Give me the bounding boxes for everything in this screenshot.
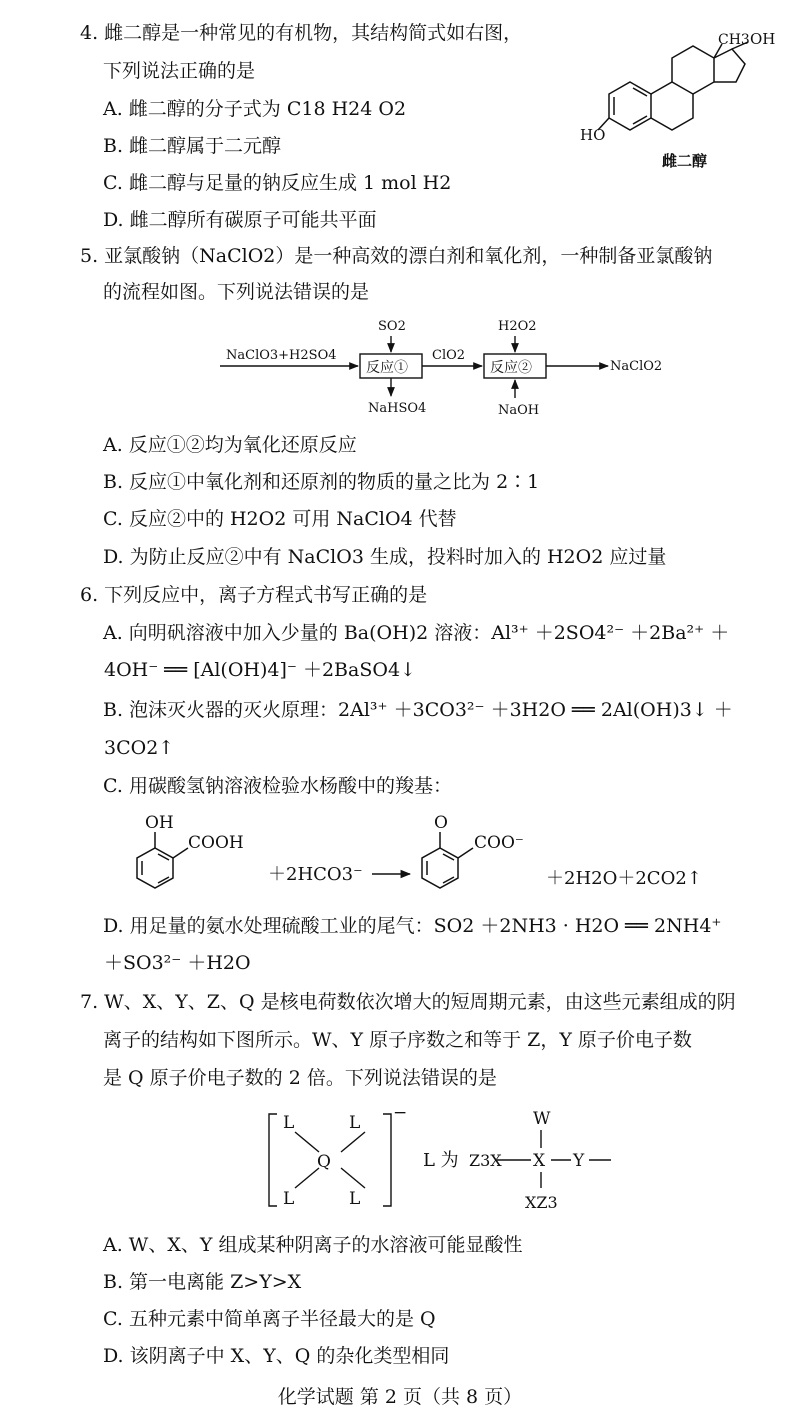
product-coo: COO⁻ [474, 833, 524, 853]
q6-stem: 6. 下列反应中，离子方程式书写正确的是 [80, 584, 428, 606]
oh-label: OH [750, 30, 776, 48]
ligand-l-bottom-left: L [283, 1189, 295, 1209]
flow-naoh: NaOH [498, 403, 540, 418]
naclo2-flow-diagram [210, 312, 690, 422]
ligand-l-bottom-right: L [349, 1189, 361, 1209]
z3x-group: Z3X [469, 1151, 502, 1170]
q7-option-a: A. W、X、Y 组成某种阴离子的水溶液可能显酸性 [103, 1234, 523, 1256]
q7-stem-line3: 是 Q 原子价电子数的 2 倍。下列说法错误的是 [103, 1067, 497, 1089]
q7-stem-line2: 离子的结构如下图所示。W、Y 原子序数之和等于 Z，Y 原子价电子数 [103, 1029, 692, 1051]
q4-stem-line1: 4. 雌二醇是一种常见的有机物，其结构简式如右图， [80, 22, 523, 44]
anion-charge: − [393, 1103, 408, 1123]
flow-nahso4: NaHSO4 [368, 401, 427, 416]
salicylic-acid-equation [110, 808, 730, 908]
flow-h2o2: H2O2 [498, 319, 537, 334]
xz3-group: XZ3 [525, 1193, 558, 1212]
hco3-term: ＋2HCO3⁻ [268, 864, 363, 885]
x-atom: X [533, 1151, 546, 1171]
q4-option-b: B. 雌二醇属于二元醇 [103, 135, 282, 157]
q4-stem-line2: 下列说法正确的是 [103, 60, 256, 82]
q6-option-c: C. 用碳酸氢钠溶液检验水杨酸中的羧基： [103, 775, 452, 797]
q7-option-b: B. 第一电离能 Z>Y>X [103, 1271, 302, 1293]
q6-option-a-line2: 4OH⁻ ══ [Al(OH)4]⁻ ＋2BaSO4↓ [104, 659, 416, 681]
flow-clo2: ClO2 [432, 348, 466, 363]
ho-label: HO [580, 126, 606, 144]
page-footer: 化学试题 第 2 页（共 8 页） [277, 1386, 523, 1408]
q6-option-b-line2: 3CO2↑ [104, 737, 175, 759]
flow-reaction2: 反应② [490, 360, 532, 376]
estradiol-caption: 雌二醇 [662, 152, 708, 170]
w-atom: W [533, 1109, 551, 1129]
q5-option-c: C. 反应②中的 H2O2 可用 NaClO4 代替 [103, 508, 457, 530]
reactant-cooh: COOH [188, 833, 244, 853]
q5-stem-line1: 5. 亚氯酸钠（NaClO2）是一种高效的漂白剂和氧化剂，一种制备亚氯酸钠 [80, 245, 713, 267]
q4-option-c: C. 雌二醇与足量的钠反应生成 1 mol H2 [103, 172, 452, 194]
q6-option-d-line2: ＋SO3²⁻ ＋H2O [104, 952, 251, 974]
ligand-l-top-right: L [349, 1113, 361, 1133]
q6-option-b-line1: B. 泡沫灭火器的灭火原理：2Al³⁺ ＋3CO3²⁻ ＋3H2O ══ 2Al(OH)3↓ ＋ [103, 699, 733, 721]
q7-option-d: D. 该阴离子中 X、Y、Q 的杂化类型相同 [103, 1345, 450, 1367]
q4-option-d: D. 雌二醇所有碳原子可能共平面 [103, 209, 377, 231]
q5-option-a: A. 反应①②均为氧化还原反应 [103, 434, 357, 456]
ch3-label: CH3 [718, 32, 750, 48]
flow-output: NaClO2 [610, 359, 663, 374]
estradiol-structure [580, 14, 790, 184]
q6-option-a-line1: A. 向明矾溶液中加入少量的 Ba(OH)2 溶液：Al³⁺ ＋2SO4²⁻ ＋2Ba²⁺ ＋ [103, 622, 730, 644]
q6-option-d-line1: D. 用足量的氨水处理硫酸工业的尾气：SO2 ＋2NH3 · H2O ══ 2NH4⁺ [103, 915, 722, 937]
reactant-oh: OH [145, 813, 174, 833]
flow-input: NaClO3+H2SO4 [226, 348, 337, 363]
q5-stem-line2: 的流程如图。下列说法错误的是 [103, 281, 370, 303]
q7-option-c: C. 五种元素中简单离子半径最大的是 Q [103, 1308, 436, 1330]
q5-option-b: B. 反应①中氧化剂和还原剂的物质的量之比为 2∶1 [103, 471, 540, 493]
q7-stem-line1: 7. W、X、Y、Z、Q 是核电荷数依次增大的短周期元素，由这些元素组成的阴 [80, 991, 736, 1013]
product-o: O [434, 813, 448, 833]
q4-option-a: A. 雌二醇的分子式为 C18 H24 O2 [103, 98, 407, 120]
flow-reaction1: 反应① [366, 360, 408, 376]
anion-structure [255, 1100, 635, 1220]
y-atom: Y [573, 1151, 585, 1171]
l-is-label: L 为 [423, 1150, 459, 1171]
ligand-l-top-left: L [283, 1113, 295, 1133]
flow-so2: SO2 [378, 319, 406, 334]
central-atom-q: Q [317, 1152, 331, 1172]
q5-option-d: D. 为防止反应②中有 NaClO3 生成，投料时加入的 H2O2 应过量 [103, 546, 667, 568]
products-term: ＋2H2O＋2CO2↑ [546, 868, 702, 889]
